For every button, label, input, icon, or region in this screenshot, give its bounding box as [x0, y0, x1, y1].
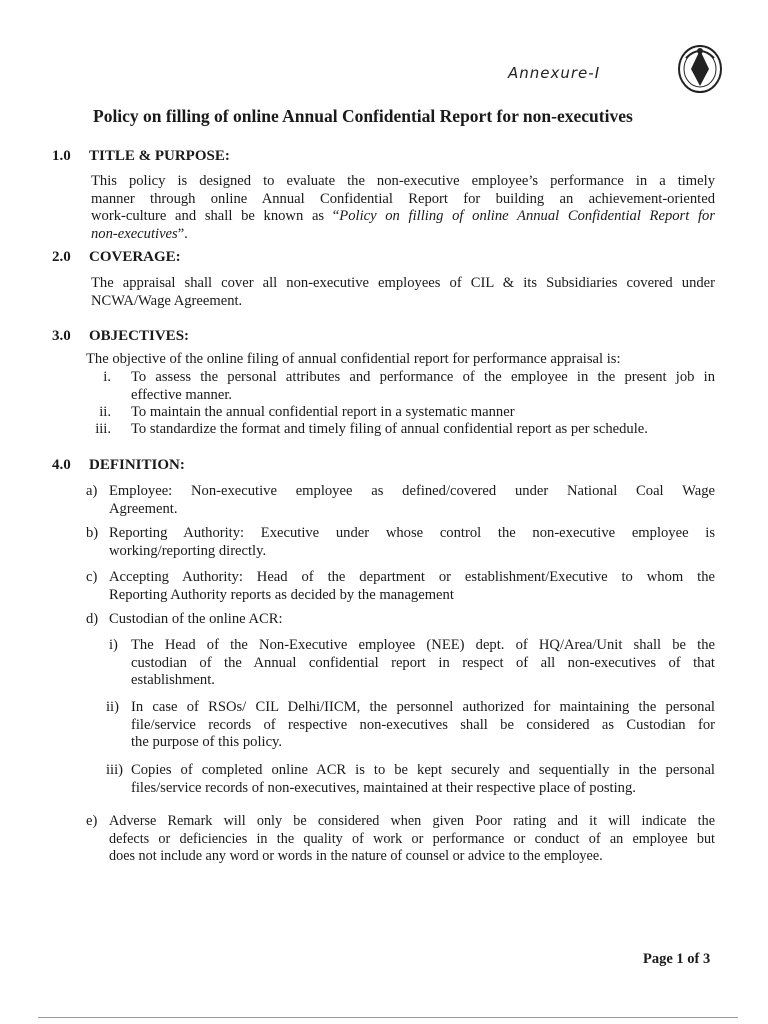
section-number: 1.0	[52, 148, 71, 164]
section-title: COVERAGE:	[89, 249, 181, 265]
coal-india-logo-icon	[676, 42, 724, 94]
list-label: iii)	[106, 762, 124, 778]
definition-custodian: Custodian of the online ACR:	[109, 611, 283, 627]
list-label: i)	[109, 637, 118, 653]
list-label: ii)	[106, 699, 119, 715]
list-number: ii.	[99, 404, 111, 420]
objectives-intro: The objective of the online filing of annual confidential report for performance appraisal is:	[86, 351, 621, 367]
section-title: TITLE & PURPOSE:	[89, 148, 230, 164]
definition-adverse-remark: Adverse Remark will only be considered when given Poor rating and it will indicate the defects or deficiencies in the quality of work or performance or conduct of an employee but does not include any word or words in the nature of counsel or advice to the employee.	[109, 813, 715, 864]
page-number: Page 1 of 3	[643, 951, 711, 967]
section-title: OBJECTIVES:	[89, 328, 190, 344]
list-number: i.	[103, 369, 111, 385]
bottom-rule	[38, 1017, 738, 1018]
section-1-body: This policy is designed to evaluate the non-executive employee’s performance in a timely manner through online Annual Confidential Report for building an achievement-oriented work-culture and shall be known as “Policy on filling of online Annual Confidential Report for non-executives”.	[91, 173, 716, 242]
definition-reporting-authority: Reporting Authority: Executive under whose control the non-executive employee is working/reporting directly.	[109, 525, 715, 559]
section-number: 2.0	[52, 249, 71, 265]
list-label: a)	[86, 483, 98, 499]
custodian-clause-3: Copies of completed online ACR is to be kept securely and sequentially in the personal files/service records of non-executives, maintained at their respective place of posting.	[131, 762, 715, 796]
section-2-body: The appraisal shall cover all non-executive employees of CIL & its Subsidiaries covered under NCWA/Wage Agreement.	[91, 275, 715, 309]
custodian-clause-2: In case of RSOs/ CIL Delhi/IICM, the personnel authorized for maintaining the personal file/service records of respective non-executives shall be considered as Custodian for the purpose of this policy.	[131, 699, 715, 750]
list-label: d)	[86, 611, 99, 627]
custodian-clause-1: The Head of the Non-Executive employee (NEE) dept. of HQ/Area/Unit shall be the custodian of the Annual confidential report in respect of all non-executives of that establishment.	[131, 637, 715, 688]
list-label: c)	[86, 569, 98, 585]
list-number: iii.	[95, 421, 111, 437]
annexure-label: Annexure-I	[508, 64, 601, 82]
list-item: To standardize the format and timely filing of annual confidential report as per schedule.	[131, 421, 648, 437]
section-title: DEFINITION:	[89, 457, 185, 473]
list-item: To assess the personal attributes and performance of the employee in the present job in effective manner.	[131, 369, 715, 403]
list-label: b)	[86, 525, 99, 541]
list-label: e)	[86, 813, 98, 829]
definition-employee: Employee: Non-executive employee as defined/covered under National Coal Wage Agreement.	[109, 483, 715, 517]
page-title: Policy on filling of online Annual Confidential Report for non-executives	[93, 106, 633, 126]
definition-accepting-authority: Accepting Authority: Head of the department or establishment/Executive to whom the Reporting Authority reports as decided by the management	[109, 569, 715, 603]
section-number: 4.0	[52, 457, 71, 473]
section-number: 3.0	[52, 328, 71, 344]
list-item: To maintain the annual confidential report in a systematic manner	[131, 404, 515, 420]
